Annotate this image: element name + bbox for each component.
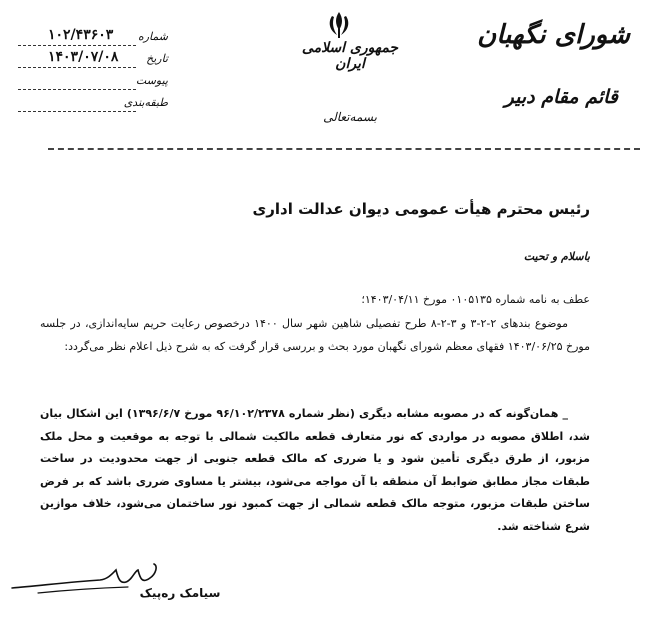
letter-number-label: شماره <box>137 30 168 43</box>
letter-date-label: تاریخ <box>146 52 168 65</box>
handwritten-signature <box>8 560 188 610</box>
letter-date-field <box>18 49 168 72</box>
classification-label: طبقه‌بندی <box>123 96 168 109</box>
government-title: جمهوری اسلامی ایران <box>301 40 399 72</box>
letter-date-value: ۱۴۰۳/۰۷/۰۸ <box>48 49 119 65</box>
dotted-line <box>18 89 136 90</box>
body-paragraph-1: موضوع بندهای ۲-۲-۳ و ۳-۲-۸ طرح تفصیلی شاهین شهر سال ۱۴۰۰ درخصوص رعایت حریم سایه‌اندازی، در جلسه مورخ ۱۴۰۳/۰۶/۲۵ فقهای معظم شورای نگهبان مورد بحث و بررسی قرار گرفت که به شرح ذیل اعلام نظر می‌گردد: <box>40 317 590 353</box>
reference-line: عطف به نامه شماره ۰۱۰۵۱۳۵ مورخ ۱۴۰۳/۰۴/۱۱؛ <box>361 293 590 306</box>
recipient: رئیس محترم هیأت عمومی دیوان عدالت اداری <box>252 200 590 218</box>
iran-emblem-icon <box>326 10 352 40</box>
classification-field <box>18 96 168 116</box>
header-divider <box>48 148 640 150</box>
attachment-field <box>18 74 168 94</box>
dotted-line <box>18 45 136 46</box>
attachment-label: پیوست <box>135 74 168 87</box>
signatory-name: سیامک ره‌پیک <box>139 586 221 600</box>
letter-number-field <box>18 27 168 50</box>
dotted-line <box>18 111 136 112</box>
council-name: شورای نگهبان <box>477 20 630 50</box>
deputy-title: قائم مقام دبیر <box>504 86 618 108</box>
dotted-line <box>18 67 136 68</box>
greeting: باسلام و تحیت <box>523 250 590 263</box>
body-paragraph-2: _ همان‌گونه که در مصوبه مشابه دیگری (نظر شماره ۹۶/۱۰۲/۲۳۷۸ مورخ ۱۳۹۶/۶/۷) این اشکال بیان شد، اطلاق مصوبه در مواردی که نور متعارف قطعه مالکیت شمالی با توجه به موقعیت و محل ملک مزبور، از طرق دیگری تأمین شود و یا ضرری که مالک قطعه جنوبی از جهت محدودیت در ساخت طبقات مجاز مطابق ضوابط آن منطقه با آن مواجه می‌شود، بیشتر یا مساوی ضرری باشد که بر فرض ساختن طبقات مزبور، متوجه مالک قطعه شمالی از جهت کمبود نور ساختمان می‌شود، خلاف موازین شرع شناخته شد. <box>40 407 590 533</box>
letter-number-value: ۱۰۲/۴۳۶۰۳ <box>48 27 114 43</box>
basmala: بسمه‌تعالی <box>323 110 377 124</box>
